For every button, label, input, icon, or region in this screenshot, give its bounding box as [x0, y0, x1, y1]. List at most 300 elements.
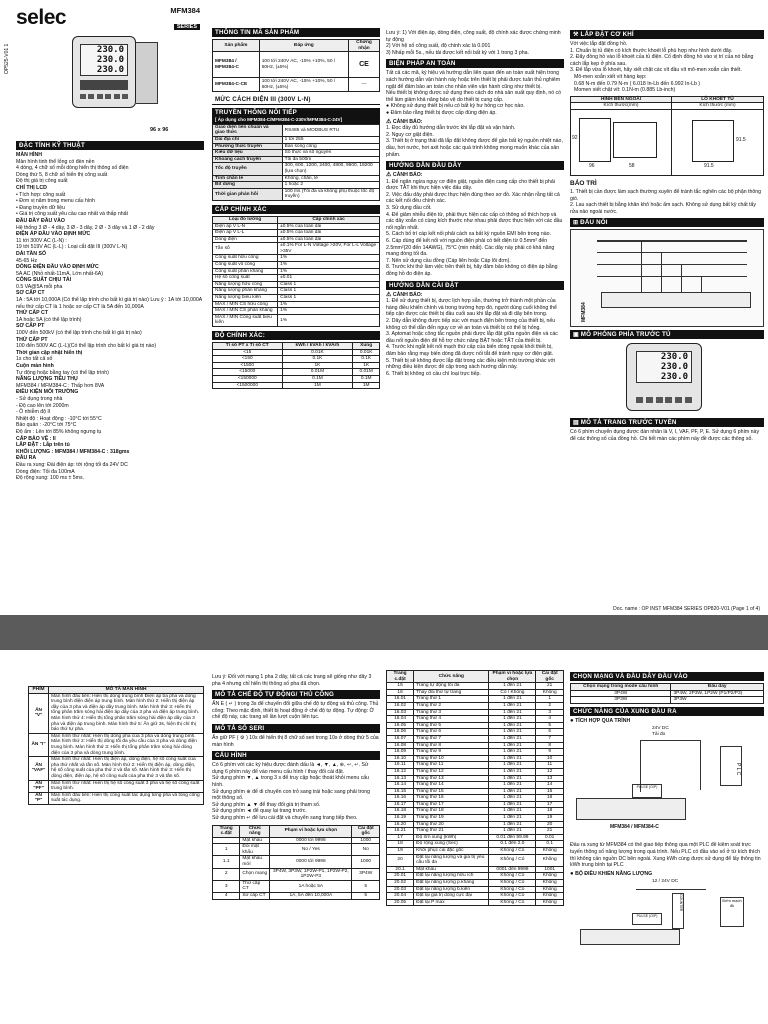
- table-row: [387, 841, 564, 848]
- pulse-desc: Đầu ra xung từ MFM384 có thể giao tiếp thông qua một PLC để kiểm soát trực tuyến thông số năng lượng trong quá trình. Nếu PLC có đầu vào số ở từ kích thích thì không cần nguồn DC bên ngoài. Xung kWh cùng được sử dụng để lấy thông tin kWh trung bình tại PLC: [570, 842, 761, 869]
- table-cell: 1: [536, 696, 564, 703]
- table-cell: Đặt lại giá trị dòng cực đại: [414, 893, 489, 900]
- config-steps: [212, 775, 380, 821]
- list-line: 6. Thiết bị không có cầu chì loại trực tiếp.: [386, 370, 481, 377]
- spec-list: [16, 152, 204, 482]
- table-cell: 1 đến 21: [489, 828, 536, 835]
- table-cell: 12: [536, 768, 564, 775]
- table-cell: Phương thức truyền: [213, 143, 283, 150]
- table-row: [387, 886, 564, 893]
- table-row: [387, 873, 564, 880]
- install-title: HƯỚNG DẪN CÀI ĐẶT: [386, 281, 564, 290]
- table-cell: 1%: [278, 308, 380, 315]
- list-line: Đầu ra xung: Đài điện áp: tới rộng tối đa 24V DC: [16, 461, 128, 468]
- table-cell: Đặt lại năng lượng p.kháng: [414, 880, 489, 887]
- table-cell: 3P4W: [571, 690, 671, 697]
- table-cell: 0.01M: [282, 369, 353, 376]
- list-line: Sử dụng phím ▼, ▲ trong 3 s để truy cập hoặc thoát khỏi menu cấu hình.: [212, 775, 370, 788]
- accuracy-notes: [386, 30, 564, 56]
- table-row: [213, 362, 380, 369]
- table-row: [213, 175, 380, 182]
- table-cell: 20.1: [387, 866, 414, 873]
- table-cell: 20.01: [387, 873, 414, 880]
- list-line: 1. Thiết bị cần được làm sạch thường xuyên để tránh tắc nghẽn các bộ phận thông gió.: [570, 188, 762, 202]
- table-cell: 16.10: [387, 755, 414, 762]
- warning-icon: ⚠: [386, 291, 392, 298]
- table-cell: Trang thứ 11: [414, 762, 489, 769]
- meter-reading-1: 230.0: [96, 45, 124, 55]
- table-row: [213, 314, 380, 326]
- list-line: 19 tới 519V AC (L-L) : Loại cắt đặt III (300V L-N): [16, 244, 128, 251]
- table-cell: 0.01K: [282, 349, 353, 356]
- table-cell: Trang thứ 10: [414, 755, 489, 762]
- list-line: 4. Trước khi ngắt kết nối mạch thứ cấp của biến dòng ngoài khỏi thiết bị, đảm bảo rằng mạy biến dòng đã được nối tắt để tránh nguy cơ điện giật.: [386, 344, 554, 357]
- list-line: Độ ẩm : Lên tới 85% không ngưng tụ: [16, 428, 102, 435]
- table-cell: 1%: [278, 262, 380, 269]
- table-header: Cài đặt gốc: [352, 825, 380, 837]
- table-row: [213, 856, 380, 868]
- list-line: Dòng thứ 5, 8 chữ số hiển thị công suất: [16, 171, 108, 178]
- list-line: ĐẦU ĐẦY ĐẦU VÀO: [16, 217, 65, 224]
- table-row: [387, 762, 564, 769]
- table-cell: 3P3W: [671, 697, 764, 704]
- list-line: CÔNG SUẤT CHỊU TẢI: [16, 277, 72, 284]
- torque-info: [570, 74, 764, 94]
- list-line: - Sử dụng trong nhà: [16, 395, 63, 402]
- table-cell: RS485 và MODBUS RTU: [282, 124, 379, 136]
- list-line: Momen xiết chặt vít: 0.1N-m (0.885 Lb-inch): [574, 87, 676, 94]
- table-cell: 1%: [278, 255, 380, 262]
- maint-title: BẢO TRÌ: [570, 179, 597, 187]
- table-cell: Mật khẩu mới: [240, 856, 270, 868]
- table-cell: Điện áp V L-N: [213, 223, 278, 230]
- table-cell: 16.09: [387, 749, 414, 756]
- table-row: [213, 136, 380, 143]
- table-cell: 20: [387, 854, 414, 866]
- table-cell: Class 1: [278, 281, 380, 288]
- list-line: 5A AC (Nhỏ nhất-11mA, Lớn nhất-6A): [16, 270, 103, 277]
- list-line: 2. Lau sạch thiết bị bằng khăn khô hoặc ẩm sạch. Không sử dụng bất kỳ chất tẩy rửa nào ngoài nước.: [570, 202, 757, 215]
- table-cell: Tốc độ truyền: [213, 163, 283, 175]
- table-cell: Đặt lại năng lượng và giá trị yêu cầu tối đa: [414, 854, 489, 866]
- list-line: Thời gian cập nhật hiển thị: [16, 349, 83, 356]
- table-cell: <150000: [213, 375, 283, 382]
- table-cell: Thời gian phản hồi: [213, 188, 283, 200]
- table-cell: 8: [536, 742, 564, 749]
- list-line: SƠ CẤP PT: [16, 323, 45, 330]
- table-cell: 1M: [353, 382, 380, 389]
- table-row: [571, 697, 764, 704]
- table-cell: Tính chẵn lẻ: [213, 175, 283, 182]
- list-line: 1. Để sử dụng thiết bị, dược lịch hợp sẵn, thường trở thành một phần của hàng điều khiển chính và trong trường hợp đó, người dùng cuối không thể tiếp cận được các thiết bị đầu cuối sau khi lắp đặt và đi dây bên trong.: [386, 298, 557, 318]
- table-cell: Không: [536, 899, 564, 906]
- table-cell: 9: [536, 749, 564, 756]
- page-order-table: [386, 670, 564, 906]
- table-cell: No: [352, 844, 380, 856]
- table-cell: 0.01: [536, 834, 564, 841]
- table-cell: Dòng điện: [213, 236, 278, 243]
- table-cell: 3: [536, 709, 564, 716]
- list-line: Sử dụng phím ◄ để quay lại trang trước.: [212, 808, 307, 815]
- table-cell: Trang thứ 4: [414, 716, 489, 723]
- table-cell: Số thực và số nguyên: [282, 150, 379, 157]
- lcd-value-1: 230.0: [660, 352, 688, 363]
- table-cell: 20.04: [387, 893, 414, 900]
- table-cell: Năng lượng biểu kiến: [213, 295, 278, 302]
- table-cell: 16.17: [387, 801, 414, 808]
- wiring-warning-label: ⚠ CẢNH BÁO:: [386, 172, 423, 179]
- mech-list: [570, 48, 764, 74]
- table-row: [213, 295, 380, 302]
- table-cell: 5: [536, 722, 564, 729]
- list-line: - Ô nhiễm độ II: [16, 409, 51, 416]
- list-line: 1A : 5A tới 10,000A (Có thể lập trình cho bất kì giá trị nào) Lưu ý : 1A tới 10,000A nếu thứ cấp CT là 1 hoặc sơ cấp CT là 5A đến 10,000A: [16, 297, 202, 310]
- table-row: [213, 236, 380, 243]
- front-panel-diagram: [570, 341, 764, 415]
- table-cell: 0.01K: [353, 349, 380, 356]
- table-cell: Không: [536, 848, 564, 855]
- list-line: Độ rộng xung: 100 ms ± 5ms.: [16, 475, 85, 482]
- table-cell: 1A hoặc 5A: [270, 880, 352, 892]
- table-row: [213, 275, 380, 282]
- list-line: SƠ CẤP CT: [16, 290, 45, 297]
- table-cell: 1K: [282, 362, 353, 369]
- table-cell: 16.14: [387, 782, 414, 789]
- table-cell: Trang thứ 8: [414, 742, 489, 749]
- bullet-icon: ●: [570, 870, 574, 877]
- list-line: 8. Trước khi thử làm việc trên thiết bị, hãy đảm bảo không có điện áp bằng đồng hồ đo điện áp.: [386, 264, 558, 277]
- table-cell: 11: [536, 762, 564, 769]
- table-cell: 1%: [278, 268, 380, 275]
- list-line: THỨ CẤP CT: [16, 310, 48, 317]
- list-line: • Đang truyền dữ liệu: [16, 204, 65, 211]
- table-cell: Thứ cấp CT: [240, 880, 270, 892]
- list-line: ĐIỀU KIỆN MÔI TRƯỜNG: [16, 389, 79, 396]
- table-cell: Không: [536, 873, 564, 880]
- list-line: • Giá trị công suất yêu cầu cao nhất và thấp nhất: [16, 211, 128, 218]
- table-cell: Công suất vô công: [213, 262, 278, 269]
- list-line: Cuộn màn hình: [16, 363, 54, 369]
- list-line: Mô-men xoắn xiết vít hàng kẹp:: [574, 73, 647, 80]
- list-line: 2. Đẩy đồng hồ vào lỗ khoét của tủ điện. Cố định đồng hồ vào vị trí của nó bằng cách lắp kẹp ở phía sau.: [570, 54, 754, 67]
- pulse-sub: ● TÍCH HỢP QUA TRÌNH: [570, 717, 631, 724]
- table-cell: Kiểu dữ liệu: [213, 150, 283, 157]
- table-header: Tỉ số PT x Tỉ số CT: [213, 343, 283, 350]
- meter-reading-2: 230.0: [96, 55, 124, 65]
- key-description: Màn hình thứ nhất: Hiển thị dòng pha của 3 pha và dòng trung bình. Màn hình thứ 2: Hiển thị dòng tối đa yêu cầu của 3 pha và dòng điện trung bình. Màn hình thứ 3: Hiển thị tổng phân trăm sóng hài dòng điện của 3 pha và dòng trung bình.: [49, 733, 204, 756]
- table-cell: ±0.01: [278, 275, 380, 282]
- list-line: 3. Sử dụng đầu cốt.: [386, 205, 432, 212]
- table-header: Chức năng: [240, 825, 270, 837]
- table-row: [213, 301, 380, 308]
- table-cell: 1001: [536, 866, 564, 873]
- pulse-diagram: 24V DC Tải đo P L C PULSE (O/P) MFM384 / MFM384-C: [570, 724, 764, 842]
- warning-label: ⚠ CẢNH BÁO:: [386, 118, 423, 125]
- table-row: [213, 844, 380, 856]
- list-line: 3. Thiết bị ở trạng thái đã lắp đặt không được để gần bất kỳ nguồn nhiệt nào, dầu, hơi nước, hơi axit hoặc các quá trình không mong muốn khác của sản phẩm.: [386, 138, 563, 158]
- table-row: [387, 815, 564, 822]
- table-cell: 16.20: [387, 821, 414, 828]
- table-cell: 16: [536, 795, 564, 802]
- page-footer: Doc. name : OP INST MFM384 SERIES OP820-V01 (Page 1 of 4): [613, 606, 760, 612]
- table-cell: 3P4W, 2P3W, 1P2W (P1/P2/P3): [671, 690, 764, 697]
- table-cell: Trang tự động tối đa: [414, 683, 489, 690]
- table-cell: Khoảng cách truyền: [213, 156, 283, 163]
- p2-column-3: [386, 650, 564, 1024]
- key-function-table: [28, 686, 204, 805]
- table-cell: 16.21: [387, 828, 414, 835]
- table-cell: Hệ số công suất: [213, 275, 278, 282]
- table-row: [213, 382, 380, 389]
- list-line: DẢI TẦN SỐ: [16, 250, 46, 257]
- table-cell: Sơ cấp CT: [240, 893, 270, 900]
- list-line: Nếu thiết bị không được sử dụng theo cách do nhà sản xuất quy định, nó có thể làm giảm khả năng bảo vệ do thiết bị cung cấp.: [386, 90, 562, 103]
- table-cell: 1.1: [213, 856, 240, 868]
- table-cell: 1 đến 21: [489, 755, 536, 762]
- table-cell: <15: [213, 349, 283, 356]
- table-cell: 14: [536, 782, 564, 789]
- table-cell: 16.02: [387, 702, 414, 709]
- table-cell: 1%: [278, 301, 380, 308]
- table-row: [29, 757, 204, 780]
- list-line: 0.5 VA@5A mỗi pha: [16, 283, 63, 290]
- list-line: Màn hình tinh thể lỏng có đèn nền: [16, 158, 95, 165]
- table-header: Cài đặt gốc: [536, 671, 564, 683]
- table-row: [387, 782, 564, 789]
- auto-mode-title: MÔ TẢ CHẾ ĐỘ TỰ ĐỘNG/ THỦ CÔNG: [212, 690, 380, 699]
- list-line: Độ thị giá trị công suất: [16, 178, 68, 185]
- table-cell: Tần số: [213, 243, 278, 255]
- table-cell: 20.03: [387, 886, 414, 893]
- table-cell: 20.05: [387, 899, 414, 906]
- mech-title: ⚒ LẮP ĐẶT CƠ KHÍ: [570, 30, 764, 39]
- meter-reading-3: 230.0: [96, 65, 124, 75]
- table-cell: Không / Có: [489, 893, 536, 900]
- table-cell: 1 đến 21: [489, 722, 536, 729]
- table-cell: Class 1: [278, 295, 380, 302]
- list-line: 4. Để giảm nhiễu điện từ, phải thực hiện các cấp có thông số thích hợp và các dây xoắn có cùng kích thước như nhau phải được thực hiện với các đầu nối ngắn nhất.: [386, 211, 563, 231]
- table-row: [387, 742, 564, 749]
- table-row: [387, 709, 564, 716]
- keypad-icon: ▤: [573, 420, 579, 427]
- table-row: [213, 156, 380, 163]
- table-header: Xung: [353, 343, 380, 350]
- p2-column-4: [570, 650, 764, 1024]
- table-cell: Mật khẩu: [240, 837, 270, 844]
- table-cell: 16.16: [387, 795, 414, 802]
- list-line: 3) Nhấp mỗi 5s., nếu tải được kết nối bất kỳ với 1 trong 3 pha.: [386, 49, 529, 56]
- table-cell: 1 đến 21: [489, 749, 536, 756]
- table-row: [213, 281, 380, 288]
- table-cell: Điện áp V L-L: [213, 230, 278, 237]
- front-sim-title: ▣ MÔ PHỎNG PHÍA TRƯỚC TỦ: [570, 330, 764, 339]
- table-cell: 19: [536, 815, 564, 822]
- config-text: Có 6 phím với các ký hiệu được đánh dấu là ◄, ▼, ▲, ⊕, ↩, ↵. Sử dụng 6 phím này để vào menu cấu hình / thay đổi cài đặt.: [212, 762, 369, 775]
- list-line: 5. Thiết bị sẽ không được lắp đặt trong các điều kiện môi trường khác với những điều kiện được đề cập trong sách hướng dẫn này.: [386, 357, 556, 371]
- page-gap: [0, 615, 768, 650]
- table-cell: Không / Có: [489, 873, 536, 880]
- table-cell: 1M: [282, 382, 353, 389]
- table-cell: 1 đến 21: [489, 729, 536, 736]
- column-1: [4, 0, 206, 615]
- table-cell: 1 đến 21: [489, 795, 536, 802]
- resolution-title: ĐỘ CHÍNH XÁC:: [212, 331, 380, 340]
- list-line: 6. Cáp dùng để kết nối với nguồn điện phải có tiết diện từ 0.5mm² đến 2.5mm²(20 đến 14AWG), 75°C (min nhất). Các dây này phải có khả năng mang dòng tối đa.: [386, 238, 555, 258]
- warning-icon: ⚠: [386, 118, 392, 125]
- list-line: 1. Chuẩn bị tủ điện có kích thước khoét lỗ phù hợp như hình dưới đây.: [570, 47, 733, 54]
- plug-icon: ⊞: [573, 220, 579, 227]
- list-line: Tất cả các mã, ký hiệu và hướng dẫn liên quan đến an toàn xuất hiện trong sách hướng dẫn vận hành này hoặc trên thiết bị phải được tuân thủ nghiêm ngặt để đảm bảo an toàn cho nhân viên vận hành cũng như thiết bị.: [386, 70, 561, 90]
- table-cell: Trang thứ 12: [414, 768, 489, 775]
- table-cell: ±0.5% của toàn dải: [278, 236, 380, 243]
- table-cell: 1000: [352, 856, 380, 868]
- comm-title: TRUYỀN THÔNG NỐI TIẾP: [212, 108, 380, 117]
- table-header: Trang c.đặt: [213, 825, 240, 837]
- table-row: [387, 899, 564, 906]
- comm-subtitle: [ Áp dụng cho MFM384-C/MFM384-C-230V/MFM384-C-24V]: [212, 117, 380, 124]
- list-line: KHỐI LƯỢNG : MFM384 / MFM384-C : 318gms: [16, 448, 130, 455]
- table-cell: Đặt lại P max: [414, 899, 489, 906]
- list-line: 1s cho tất cả số: [16, 356, 53, 363]
- list-line: 2) Với hệ số công suất, độ chính xác là 0.001: [386, 43, 491, 50]
- table-row: [387, 683, 564, 690]
- table-row: [213, 124, 380, 136]
- table-cell: Mật khẩu: [414, 866, 489, 873]
- table-cell: Công suất hữu công: [213, 255, 278, 262]
- install-warning-label: ⚠ CẢNH BÁO:: [386, 291, 423, 298]
- table-row: [213, 375, 380, 382]
- table-cell: 5: [352, 893, 380, 900]
- table-cell: 16.19: [387, 815, 414, 822]
- table-cell: Năng lượng phản kháng: [213, 288, 278, 295]
- list-line: ● Không sử dụng thiết bị nếu có bất kỳ hư hỏng cơ học nào.: [386, 103, 525, 110]
- key-name: ẤN "PF": [29, 780, 49, 792]
- table-cell: 1 đến 21: [489, 716, 536, 723]
- table-cell: <15000: [213, 369, 283, 376]
- list-line: ĐẦU RA: [16, 455, 37, 462]
- product-info-table: Sản phẩm Đáp ứng Chứng nhận MFM384 / MFM384-C 100 tới 240V AC, -15% +10%, 50 / 60Hz, (±5%) CE MFM384-C-CE 100 tới 240V AC, -15% +10%, 50 / 60Hz, (±5%) —: [212, 39, 380, 92]
- table-row: [213, 150, 380, 157]
- table-cell: Không / Có: [489, 886, 536, 893]
- table-cell: 0.1 đến 2.0: [489, 841, 536, 848]
- doc-code-vertical: OP525-V01 1: [4, 43, 10, 74]
- list-line: 1A hoặc 5A (có thể lập trình): [16, 316, 82, 323]
- table-cell: 21: [536, 683, 564, 690]
- table-cell: 16.01: [387, 696, 414, 703]
- lcd-value-3: 230.0: [660, 372, 688, 383]
- list-line: Bảo quản : -20°C tới 75°C: [16, 422, 77, 429]
- list-line: Tự động hoặc bằng tay (có thể lập trình): [16, 369, 109, 376]
- list-line: 4 dòng, 4 chữ số mỗi dòng hiển thị thông số điện: [16, 165, 129, 172]
- table-cell: Bán song công: [282, 143, 379, 150]
- table-cell: Không / Có: [489, 848, 536, 855]
- table-cell: 1 hoặc 2: [282, 182, 379, 189]
- table-cell: Trang thứ 21: [414, 828, 489, 835]
- table-cell: 100 ms (Tối đa và không phụ thuộc tốc độ truyền): [282, 188, 379, 200]
- resolution-table: [212, 342, 380, 389]
- table-cell: <1500: [213, 362, 283, 369]
- table-row: [29, 693, 204, 733]
- table-cell: <150: [213, 356, 283, 363]
- table-cell: 19: [387, 848, 414, 855]
- table-cell: 16.03: [387, 709, 414, 716]
- table-cell: Không: [536, 893, 564, 900]
- list-line: 7. Nên sử dụng cầu đồng (Cáp liên hoặc Cáp lõi đơn).: [386, 257, 511, 264]
- list-line: 3. Aptomat hoặc công tắc nguồn phải được lắp đặt giữa nguồn điện và các đầu nối nguồn điện để hỗ trợ chức năng BẬT hoặc TẮT của thiết bị.: [386, 331, 558, 344]
- front-size-label: 96 x 96: [150, 127, 169, 133]
- table-cell: 7: [536, 735, 564, 742]
- key-name: ẤN "V": [29, 693, 49, 733]
- table-cell: 0.1M: [282, 375, 353, 382]
- list-line: Sử dụng phím ⊕ để di chuyển con trỏ sang trái hoặc sang phải trong một thông số.: [212, 788, 371, 802]
- list-line: Sử dụng phím ↵ để lưu cài đặt và chuyển sang trang tiếp theo.: [212, 814, 358, 821]
- table-cell: Không: [536, 689, 564, 696]
- table-cell: 0.1: [536, 841, 564, 848]
- list-line: 100 đến 500V AC (L-L)(Có thể lập trình cho bất kì giá trị nào): [16, 343, 157, 350]
- table-cell: 10: [536, 755, 564, 762]
- network-table: [570, 683, 764, 704]
- diagram-model-label: MFM384: [581, 302, 587, 323]
- table-cell: Đặt lại năng lượng hữu ích: [414, 873, 489, 880]
- list-line: CẤP BẢO VỆ : II: [16, 435, 56, 442]
- table-cell: 4: [213, 893, 240, 900]
- table-cell: 1 đến 21: [489, 696, 536, 703]
- safety-title: BIỆN PHÁP AN TOÀN: [386, 59, 564, 68]
- comm-desc-title: ▤ MÔ TẢ TRANG TRƯỚC TUYỀN: [570, 418, 764, 427]
- table-row: [571, 690, 764, 697]
- table-header: Cấp chính xác: [278, 216, 380, 223]
- table-cell: 15: [536, 788, 564, 795]
- table-cell: 3P3W: [571, 697, 671, 704]
- table-cell: 4: [536, 716, 564, 723]
- insulation-title: MỨC CÁCH ĐIỆN III (300V L-N): [212, 95, 380, 105]
- p2-column-1: [28, 650, 204, 1024]
- table-row: [213, 356, 380, 363]
- table-cell: 16.04: [387, 716, 414, 723]
- table-row: [387, 828, 564, 835]
- table-cell: 1 đến 21: [489, 801, 536, 808]
- list-line: 2. Dây dẫn không được tiếp xúc với mạch điện bên trong của thiết bị, nếu không có thể dẫn đến nguy cơ về an toàn và thiết bị có thể bị hỏng.: [386, 317, 556, 331]
- table-cell: 18: [536, 808, 564, 815]
- list-line: 2. Nguy cơ giật điện.: [386, 131, 434, 138]
- table-header: MÔ TẢ MÀN HÌNH: [49, 687, 204, 694]
- p2-column-2: [212, 650, 380, 1024]
- accuracy-table: [212, 216, 380, 327]
- key-description: Màn hình thứ nhất: Hiển thị điện áp, dòng điện, hệ số công suất của pha thứ nhất và tần số. Màn hình thứ 2: Hiển thị điện áp, dòng điện, hệ số công suất của pha thứ 2 và tần số. Màn hình thứ 3: Hiển thị dòng điện, điện áp, hệ số công suất của pha thứ 3 và tần số.: [49, 757, 204, 780]
- safety-text: [386, 70, 564, 116]
- table-row: [213, 268, 380, 275]
- table-cell: 3P4W, 3P3W, 1P2W-P1, 1P2W-P2, 1P2W-P3: [270, 868, 352, 880]
- table-cell: 1 đến 21: [489, 788, 536, 795]
- table-row: [387, 821, 564, 828]
- table-cell: Không / Có: [489, 899, 536, 906]
- list-line: Nhiệt độ : Hoạt động : -10°C tới 55°C: [16, 415, 102, 422]
- model-series: SERIES: [174, 24, 200, 30]
- table-row: [213, 880, 380, 892]
- table-cell: 2: [536, 702, 564, 709]
- table-cell: Trang thứ 13: [414, 775, 489, 782]
- table-cell: 1 đến 21: [489, 821, 536, 828]
- auto-mode-text: ẤN E ( ↵ ) trong 3s để chuyển đổi giữa chế độ tự động và thủ công. Thủ công: Theo mặc định, thiết bị hoạt động ở chế độ tự động. Tự động: Ở chế độ này, các trang sẽ lần lượt cuộn liên tục.: [212, 701, 379, 721]
- list-line: 1. Đọc đầy đủ hướng dẫn trước khi lắp đặt và vận hành.: [386, 125, 516, 132]
- table-row: [387, 768, 564, 775]
- table-cell: 1 đến 21: [489, 815, 536, 822]
- table-row: [387, 880, 564, 887]
- list-line: Dòng điện: Tối đa 100mA: [16, 468, 75, 475]
- table-cell: 20.02: [387, 880, 414, 887]
- table-cell: 16.06: [387, 729, 414, 736]
- table-row: [213, 308, 380, 315]
